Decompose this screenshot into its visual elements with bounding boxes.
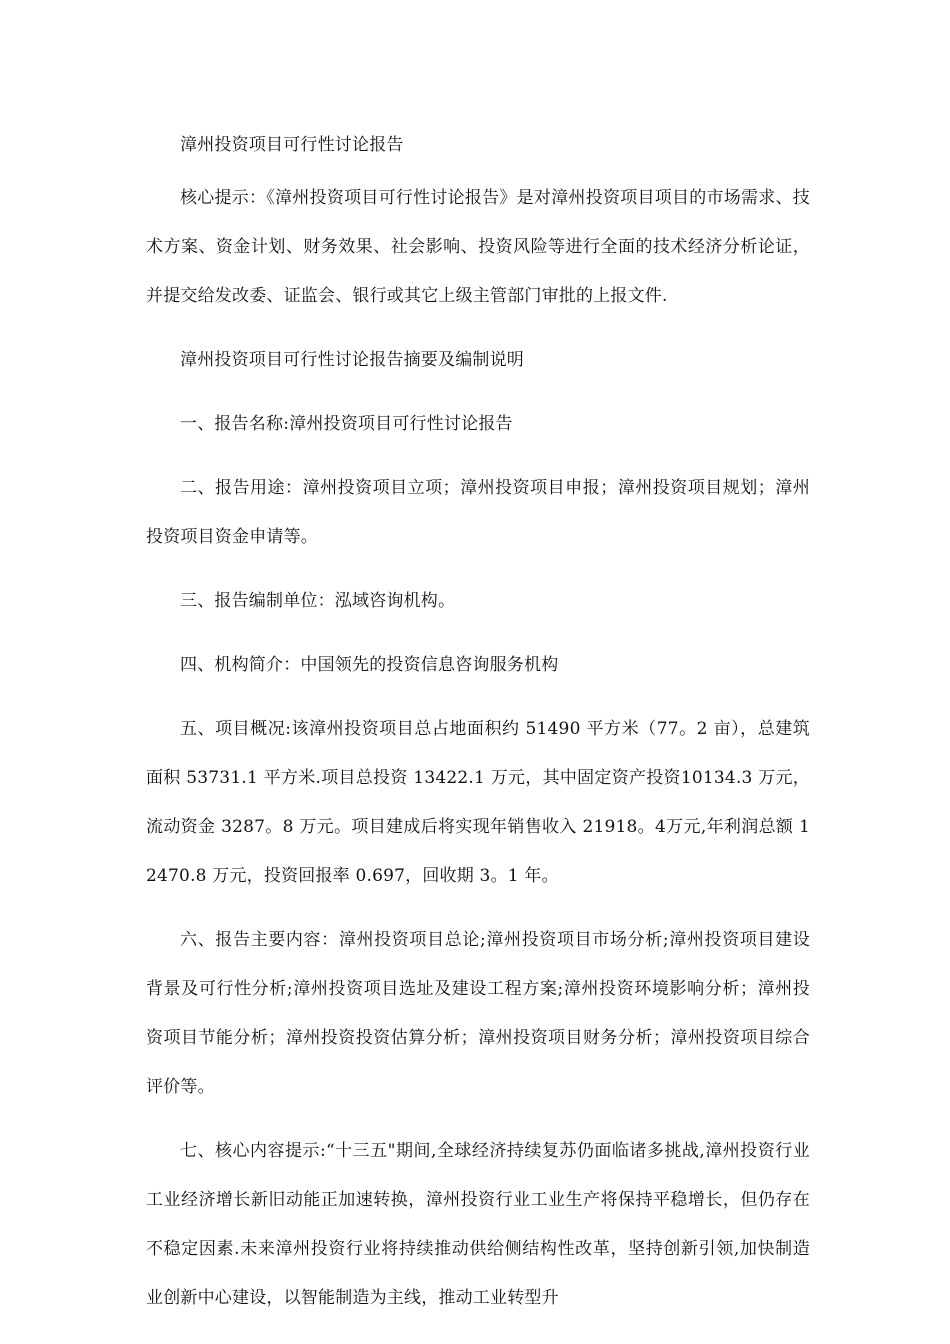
document-body: [146, 121, 810, 1338]
paragraph-core-tip: 核心提示：《漳州投资项目可行性讨论报告》是对漳州投资项目项目的市场需求、技术方案、资金计划、财务效果、社会影响、投资风险等进行全面的技术经济分析论证，并提交给发改委、证监会、银行或其它上级主管部门审批的上报文件.: [146, 188, 810, 306]
paragraph-project-overview: 五、项目概况:该漳州投资项目总占地面积约 51490 平方米（77。2 亩），总建筑面积 53731.1 平方米.项目总投资 13422.1 万元，其中固定资产投资10134.3 万元，流动资金 3287。8 万元。项目建成后将实现年销售收入 21918。4万元,年利润总额 12470.8 万元，投资回报率 0.697，回收期 3。1 年。: [146, 719, 810, 886]
paragraph-summary-heading: 漳州投资项目可行性讨论报告摘要及编制说明: [180, 350, 524, 370]
paragraph-agency-intro: 四、机构简介：中国领先的投资信息咨询服务机构: [180, 655, 559, 675]
paragraph-report-unit: 三、报告编制单位：泓域咨询机构。: [180, 591, 456, 611]
paragraph-report-name: 一、报告名称:漳州投资项目可行性讨论报告: [180, 414, 513, 434]
paragraph-report-purpose: 二、报告用途：漳州投资项目立项；漳州投资项目申报；漳州投资项目规划；漳州投资项目资金申请等。: [146, 478, 810, 547]
document-title: 漳州投资项目可行性讨论报告: [180, 135, 404, 155]
paragraph-main-contents: 六、报告主要内容：漳州投资项目总论;漳州投资项目市场分析;漳州投资项目建设背景及可行性分析;漳州投资项目选址及建设工程方案;漳州投资环境影响分析；漳州投资项目节能分析；漳州投资投资估算分析；漳州投资项目财务分析；漳州投资项目综合评价等。: [146, 930, 810, 1097]
paragraph-core-content-tip: 七、核心内容提示:“十三五"期间,全球经济持续复苏仍面临诸多挑战,漳州投资行业工业经济增长新旧动能正加速转换，漳州投资行业工业生产将保持平稳增长，但仍存在不稳定因素.未来漳州投资行业将持续推动供给侧结构性改革，坚持创新引领,加快制造业创新中心建设，以智能制造为主线，推动工业转型升: [146, 1141, 810, 1308]
